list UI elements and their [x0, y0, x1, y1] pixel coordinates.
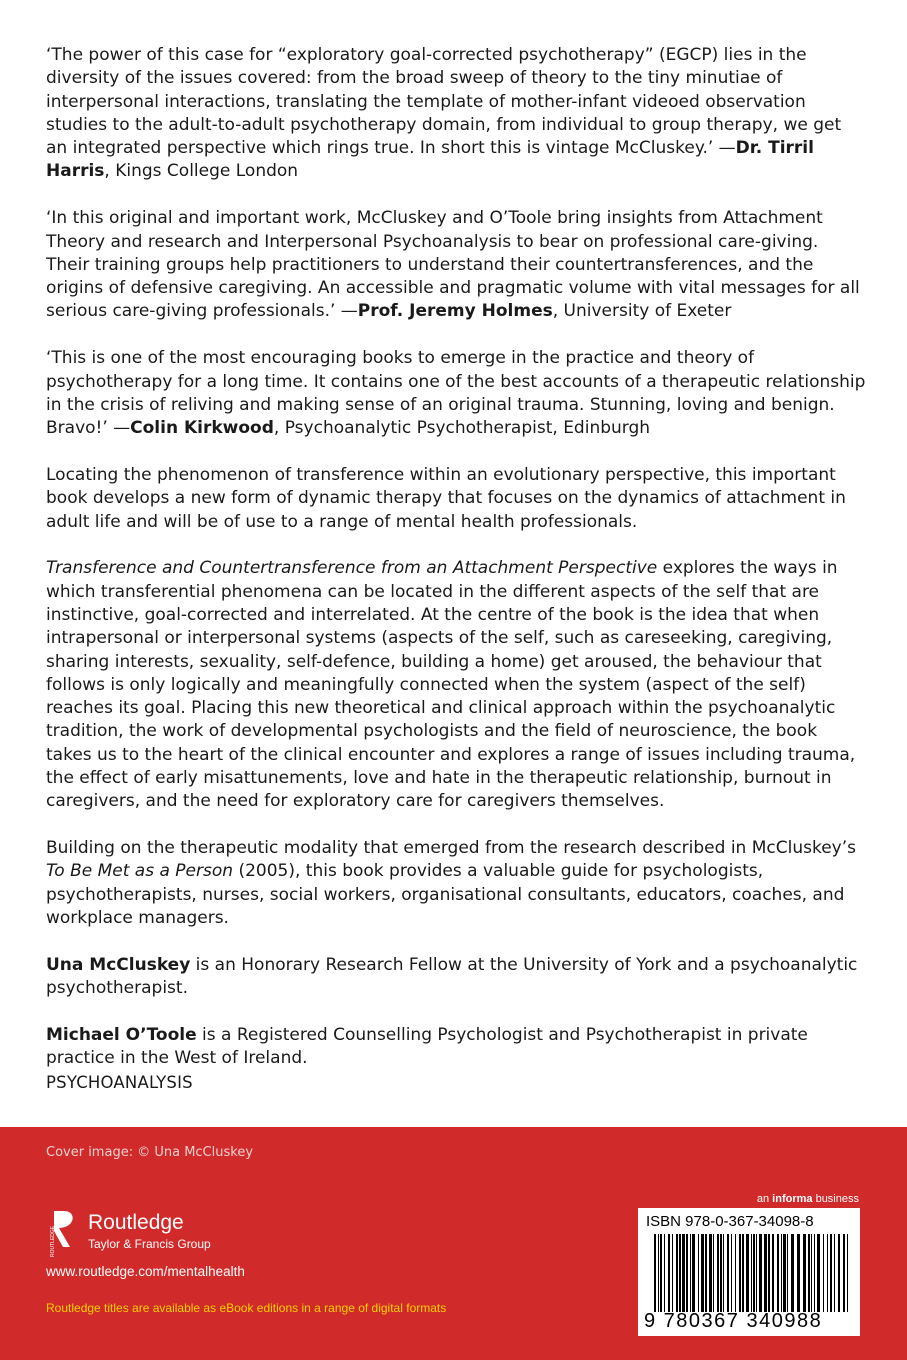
barcode-bar: [830, 1234, 832, 1312]
barcode-bar: [731, 1234, 732, 1312]
author-bio-mccluskey: [46, 954, 866, 1001]
barcode-bar: [768, 1234, 770, 1312]
ebook-availability-note: Routledge titles are available as eBook editions in a range of digital formats: [46, 1301, 447, 1315]
barcode-bar: [720, 1234, 722, 1312]
barcode-bar: [843, 1234, 845, 1312]
barcode-bar: [834, 1234, 835, 1312]
author-bio: is a Registered Counselling Psychologist and Psychotherapist in private practice in the West of Ireland.: [46, 1024, 808, 1069]
barcode-bar: [808, 1234, 810, 1312]
barcode-bar: [847, 1234, 848, 1312]
barcode-bar: [742, 1234, 744, 1312]
barcode-bar: [686, 1234, 688, 1312]
informa-prefix: an: [756, 1193, 773, 1205]
barcode-bar: [735, 1234, 736, 1312]
cover-credit: Cover image: © Una McCluskey: [46, 1145, 254, 1160]
barcode-bar: [746, 1234, 749, 1312]
barcode-bar: [692, 1234, 695, 1312]
barcode-bar: [717, 1234, 719, 1312]
publisher-name: Routledge: [88, 1211, 184, 1234]
author-bio-otoole: [46, 1024, 866, 1071]
barcode-bar: [664, 1234, 665, 1312]
barcode-icon: [644, 1234, 854, 1312]
barcode-bar: [787, 1234, 788, 1312]
barcode-bar: [679, 1234, 681, 1312]
blurb-kirkwood: [46, 347, 866, 440]
blurb-text: ‘In this original and important work, McCluskey and O’Toole bring insights from Attachment Theory and research and Interpersonal Psychoanalysis to bear on professional care-giving. Their training groups help practitioners to understand their countertransferences, and the origins of defensive caregiving. An accessible and pragmatic volume with vital messages for all serious care-giving professionals.’ —: [46, 208, 860, 322]
barcode-bar: [817, 1234, 820, 1312]
building-text-end: (2005), this book provides a valuable guide for psychologists, psychotherapists, nurses, social workers, organisational consultants, educators, coaches, and workplace managers.: [46, 861, 845, 928]
barcode-bar: [739, 1234, 741, 1312]
blurb-author: Prof. Jeremy Holmes: [357, 301, 553, 322]
barcode-bar: [698, 1234, 699, 1312]
barcode-bar: [660, 1234, 662, 1312]
informa-suffix: business: [812, 1193, 859, 1205]
barcode-bar: [672, 1234, 673, 1312]
barcode-bar: [783, 1234, 786, 1312]
referenced-book-title: To Be Met as a Person: [46, 861, 234, 882]
barcode-bar: [791, 1234, 794, 1312]
blurb-author: Dr. Tirril Harris: [46, 138, 814, 182]
barcode-bar: [705, 1234, 707, 1312]
informa-business-tag: [757, 1193, 859, 1205]
barcode-bar: [772, 1234, 774, 1312]
blurb-holmes: [46, 207, 866, 323]
barcode-bar: [676, 1234, 678, 1312]
logo-side-text: ROUTLEDGE: [50, 1225, 56, 1257]
isbn-barcode: [638, 1208, 860, 1336]
blurb-text: ‘This is one of the most encouraging books to emerge in the practice and theory of psychotherapy for a long time. It contains one of the best accounts of a therapeutic relationship in the crisis of reliving and making sense of an original trauma. Stunning, loving and benign. Bravo!’ —: [46, 348, 866, 439]
barcode-bar: [709, 1234, 712, 1312]
barcode-bar: [797, 1234, 800, 1312]
informa-brand: informa: [772, 1193, 813, 1205]
barcode-bar: [838, 1234, 840, 1312]
publisher-group: Taylor & Francis Group: [88, 1237, 211, 1251]
description-intro: Locating the phenomenon of transference within an evolutionary perspective, this important book develops a new form of dynamic therapy that focuses on the dynamics of attachment in adult life and will be of use to a range of mental health professionals.: [46, 464, 846, 532]
barcode-bar: [781, 1234, 782, 1312]
routledge-r-icon: [46, 1207, 78, 1257]
barcode-bar: [803, 1234, 806, 1312]
barcode-bar: [823, 1234, 824, 1312]
barcode-bar: [727, 1234, 729, 1312]
barcode-bar: [723, 1234, 724, 1312]
barcode-bar: [753, 1234, 755, 1312]
blurb-affiliation: , Kings College London: [104, 161, 299, 182]
description-main: [46, 557, 866, 813]
author-name: Una McCluskey: [46, 954, 191, 975]
blurb-author: Colin Kirkwood: [130, 418, 274, 439]
barcode-bar: [751, 1234, 752, 1312]
barcode-bar: [658, 1234, 659, 1312]
barcode-bar: [756, 1234, 757, 1312]
back-cover-text: [46, 44, 866, 1094]
barcode-bar: [759, 1234, 762, 1312]
barcode-bar: [701, 1234, 704, 1312]
publisher-website[interactable]: www.routledge.com/mentalhealth: [46, 1264, 245, 1279]
subject-category: PSYCHOANALYSIS: [46, 1073, 193, 1092]
book-title: Transference and Countertransference from an Attachment Perspective: [46, 558, 658, 579]
barcode-bar: [777, 1234, 779, 1312]
blurb-affiliation: , University of Exeter: [552, 301, 732, 322]
author-bio: is an Honorary Research Fellow at the University of York and a psychoanalytic psychotherapist.: [46, 954, 858, 999]
barcode-bar: [764, 1234, 767, 1312]
barcode-digits: 9 780367 340988: [644, 1310, 823, 1332]
barcode-bar: [668, 1234, 670, 1312]
publisher-footer: [0, 1127, 907, 1360]
barcode-bar: [713, 1234, 714, 1312]
blurb-text: ‘The power of this case for “exploratory goal-corrected psychotherapy” (EGCP) lies in the diversity of the issues covered: from the broad sweep of theory to the tiny minutiae of interpersonal interactions, translating the template of mother-infant videoed observation studies to the adult-to-adult psychotherapy domain, from individual to group therapy, we get an integrated perspective which rings true. In short this is vintage McCluskey.’ —: [46, 45, 842, 159]
blurb-harris: [46, 44, 866, 184]
barcode-bar: [827, 1234, 828, 1312]
barcode-bar: [682, 1234, 685, 1312]
routledge-logo: [46, 1207, 246, 1257]
barcode-bar: [814, 1234, 815, 1312]
blurb-affiliation: , Psychoanalytic Psychotherapist, Edinburgh: [273, 418, 651, 439]
isbn-label: ISBN 978-0-367-34098-8: [646, 1213, 814, 1230]
description-main-text: explores the ways in which transferential phenomena can be located in the different aspects of the self that are instinctive, goal-corrected and interrelated. At the centre of the book is the idea that when intrapersonal or interpersonal systems (aspects of the self, such as careseeking, caregiving, sharing interests, sexuality, self-defence, building a home) get aroused, the behaviour that follows is only logically and meaningfully connected when the system (aspect of the self) reaches its goal. Placing this new theoretical and clinical approach within the psychoanalytic tradition, the work of developmental psychologists and the field of neuroscience, the book takes us to the heart of the clinical encounter and explores a range of issues including trauma, the effect of early misattunements, love and hate in the therapeutic relationship, burnout in caregivers, and the need for exploratory care for caregivers themselves.: [46, 558, 856, 812]
description-building: [46, 837, 866, 930]
building-text: Building on the therapeutic modality that emerged from the research described in McCluskey’s: [46, 838, 856, 859]
author-name: Michael O’Toole: [46, 1024, 197, 1045]
barcode-bar: [690, 1234, 691, 1312]
barcode-bar: [654, 1234, 656, 1312]
barcode-bar: [811, 1234, 812, 1312]
